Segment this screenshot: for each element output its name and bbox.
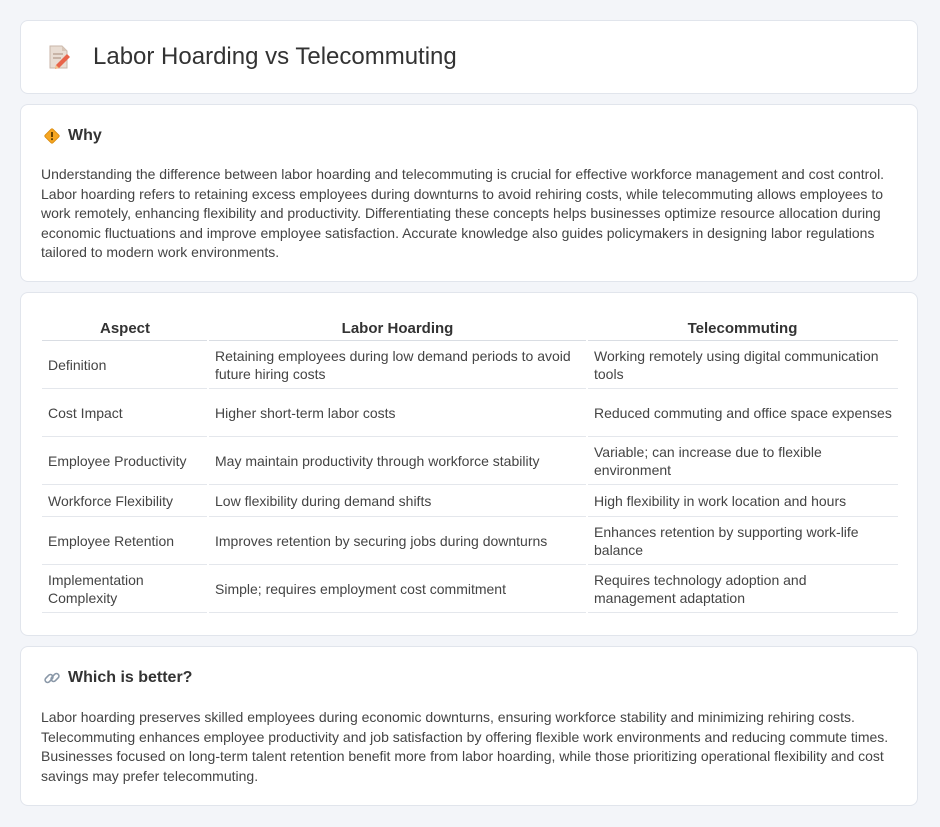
comparison-card [20, 292, 918, 636]
table-header-row [42, 315, 898, 341]
labor-hoarding-cell: Simple; requires employment cost commitment [208, 565, 587, 613]
aspect-cell: Workforce Flexibility [42, 485, 208, 517]
header-labor-hoarding: Labor Hoarding [208, 315, 587, 341]
telecommuting-cell: Requires technology adoption and management adaptation [587, 565, 898, 613]
table-row [42, 341, 898, 389]
labor-hoarding-cell: Improves retention by securing jobs during downturns [208, 517, 587, 565]
header-telecommuting: Telecommuting [587, 315, 898, 341]
telecommuting-cell: Variable; can increase due to flexible environment [587, 437, 898, 485]
why-text: Understanding the difference between labor hoarding and telecommuting is crucial for effective workforce management and cost control. Labor hoarding refers to retaining excess employees during downturns to avoid rehiring costs, while telecommuting allows employees to work remotely, enhancing flexibility and productivity. Differentiating these concepts helps businesses optimize resource allocation during economic fluctuations and improve employee satisfaction. Accurate knowledge also guides policymakers in designing labor regulations tailored to modern work environments. [41, 166, 885, 261]
aspect-cell: Implementation Complexity [42, 565, 208, 613]
title-card [20, 20, 918, 94]
better-header [43, 669, 192, 687]
aspect-cell: Cost Impact [42, 389, 208, 437]
labor-hoarding-cell: Low flexibility during demand shifts [208, 485, 587, 517]
telecommuting-cell: Working remotely using digital communication tools [587, 341, 898, 389]
why-card [20, 104, 918, 282]
link-icon [43, 669, 61, 687]
aspect-cell: Definition [42, 341, 208, 389]
header-aspect: Aspect [42, 315, 208, 341]
telecommuting-cell: Reduced commuting and office space expenses [587, 389, 898, 437]
better-heading: Which is better? [68, 669, 193, 686]
title-row [45, 43, 457, 71]
table-row [42, 565, 898, 613]
telecommuting-cell: High flexibility in work location and hours [587, 485, 898, 517]
labor-hoarding-cell: May maintain productivity through workforce stability [208, 437, 587, 485]
better-text: Labor hoarding preserves skilled employees during economic downturns, ensuring workforce stability and minimizing rehiring costs. Telecommuting enhances employee productivity and job satisfaction by offering flexible work environments and reducing commute times. Businesses focused on long-term talent retention benefit more from labor hoarding, while those prioritizing operational flexibility and cost savings may prefer telecommuting. [41, 709, 889, 784]
labor-hoarding-cell: Higher short-term labor costs [208, 389, 587, 437]
document-pencil-icon [45, 43, 73, 71]
table-row [42, 517, 898, 565]
page-title: Labor Hoarding vs Telecommuting [93, 43, 457, 70]
why-heading: Why [68, 127, 102, 144]
comparison-table [42, 315, 898, 613]
why-header [43, 127, 102, 145]
aspect-cell: Employee Productivity [42, 437, 208, 485]
which-better-card [20, 646, 918, 806]
table-row [42, 437, 898, 485]
table-row [42, 485, 898, 517]
table-row [42, 389, 898, 437]
labor-hoarding-cell: Retaining employees during low demand periods to avoid future hiring costs [208, 341, 587, 389]
diamond-sign-icon [43, 127, 61, 145]
telecommuting-cell: Enhances retention by supporting work-life balance [587, 517, 898, 565]
aspect-cell: Employee Retention [42, 517, 208, 565]
